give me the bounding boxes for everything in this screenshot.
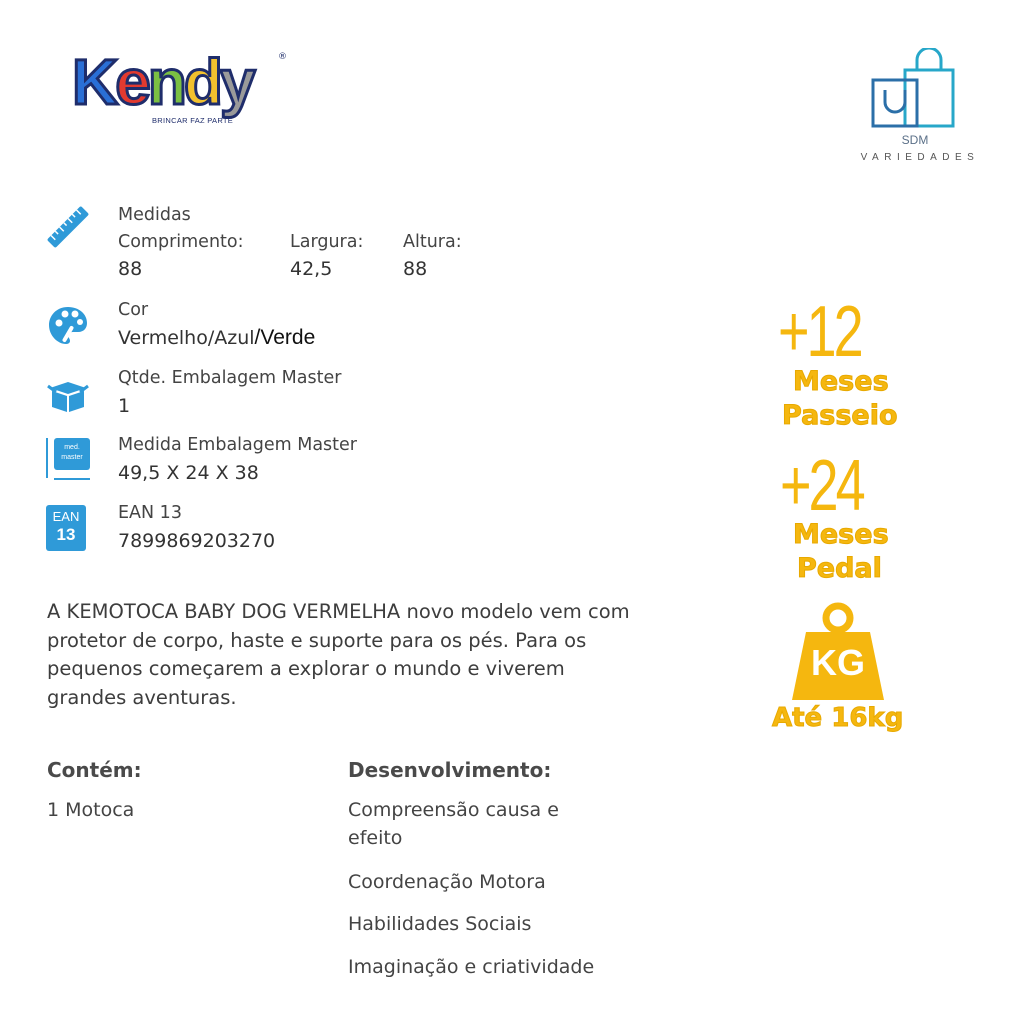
kendy-tagline: BRINCAR FAZ PARTE bbox=[152, 116, 234, 125]
altura-value: 88 bbox=[403, 258, 428, 280]
palette-icon bbox=[46, 303, 90, 347]
kendy-logo bbox=[72, 46, 292, 132]
passeio-line-2: Passeio bbox=[782, 400, 898, 431]
passeio-age-number: +12 bbox=[778, 292, 861, 372]
icon-text: 13 bbox=[56, 525, 76, 544]
product-description: A KEMOTOCA BABY DOG VERMELHA novo modelo vem com protetor de corpo, haste e suporte para os pés. Para os pequenos começarem a explorar o mundo e viverem grandes aventuras. bbox=[47, 600, 630, 709]
pedal-age-number: +24 bbox=[780, 446, 863, 526]
box-icon bbox=[46, 374, 90, 418]
icon-text: EAN bbox=[52, 509, 80, 524]
passeio-line-1: Meses bbox=[793, 366, 889, 397]
comprimento-value: 88 bbox=[118, 258, 143, 280]
logo-letter: n bbox=[147, 46, 184, 118]
medida-embalagem-value: 49,5 X 24 X 38 bbox=[118, 462, 259, 484]
ruler-icon bbox=[46, 205, 90, 249]
pedal-line-2: Pedal bbox=[797, 553, 882, 584]
registered-mark: ® bbox=[278, 52, 287, 62]
development-item: Habilidades Sociais bbox=[348, 913, 532, 935]
largura-value: 42,5 bbox=[290, 258, 333, 280]
contents-title: Contém: bbox=[47, 758, 142, 782]
store-name: SDM bbox=[901, 133, 929, 147]
logo-letter: K bbox=[72, 46, 116, 118]
comprimento-label: Comprimento: bbox=[118, 232, 244, 252]
ean-icon bbox=[46, 505, 86, 551]
ean-title: EAN 13 bbox=[118, 503, 182, 523]
development-item: Compreensão causa e efeito bbox=[348, 799, 559, 849]
logo-letter: d bbox=[183, 46, 220, 118]
package-size-icon bbox=[46, 438, 92, 484]
cor-title: Cor bbox=[118, 300, 149, 320]
contents-item: 1 Motoca bbox=[47, 799, 135, 821]
development-item: Imaginação e criatividade bbox=[348, 956, 595, 978]
development-title: Desenvolvimento: bbox=[348, 758, 552, 782]
icon-text: med. bbox=[64, 444, 80, 451]
sdm-logo bbox=[855, 48, 985, 173]
development-item: Coordenação Motora bbox=[348, 871, 546, 893]
logo-letter: y bbox=[220, 46, 253, 118]
ean-value: 7899869203270 bbox=[118, 530, 276, 552]
weight-icon-label: KG bbox=[811, 642, 865, 683]
cor-value-main: Vermelho/Azul bbox=[118, 327, 255, 349]
cor-value bbox=[118, 326, 315, 350]
medida-embalagem-title: Medida Embalagem Master bbox=[118, 435, 358, 455]
weight-limit-text: Até 16kg bbox=[772, 703, 904, 733]
store-subtitle: VARIEDADES bbox=[860, 152, 980, 163]
icon-text: master bbox=[61, 454, 83, 461]
cor-value-extra: /Verde bbox=[254, 326, 316, 349]
medidas-title: Medidas bbox=[118, 205, 191, 225]
pedal-line-1: Meses bbox=[793, 519, 889, 550]
kendy-wordmark bbox=[72, 46, 253, 118]
largura-label: Largura: bbox=[290, 232, 364, 252]
logo-letter: e bbox=[115, 46, 148, 118]
qtde-title: Qtde. Embalagem Master bbox=[118, 368, 342, 388]
shopping-bag-icon bbox=[865, 48, 965, 133]
qtde-value: 1 bbox=[118, 395, 131, 417]
altura-label: Altura: bbox=[403, 232, 462, 252]
